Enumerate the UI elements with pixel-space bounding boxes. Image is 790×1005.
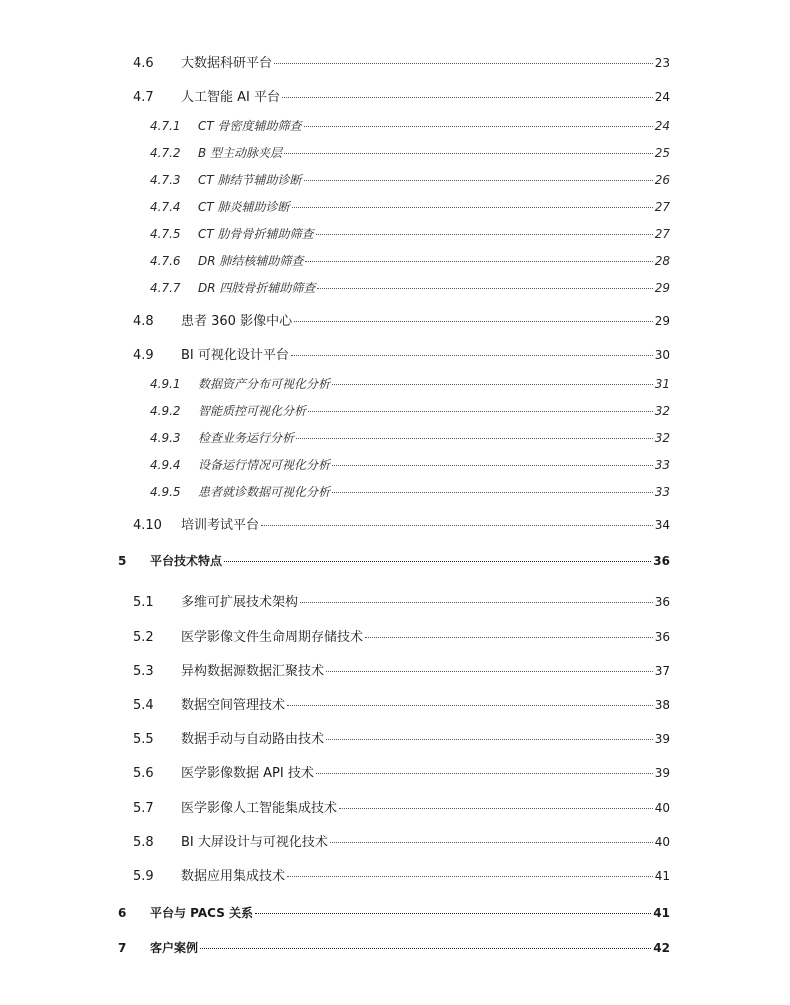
toc-entry-4-7-2[interactable] (150, 144, 670, 161)
toc-page: 24 (654, 90, 670, 104)
toc-page: 27 (654, 227, 670, 241)
toc-number: 7 (118, 941, 127, 955)
toc-number: 4.9.5 (150, 485, 181, 499)
dot-leader (255, 913, 651, 914)
dot-leader (284, 153, 653, 154)
toc-entry-4-9-3[interactable] (150, 429, 670, 446)
toc-title: CT 肺结节辅助诊断 (198, 173, 302, 187)
toc-title: 医学影像人工智能集成技术 (181, 801, 338, 816)
toc-number: 4.7.7 (150, 281, 181, 295)
dot-leader (287, 876, 653, 877)
toc-number: 5.1 (133, 595, 154, 610)
toc-page: 39 (654, 732, 670, 746)
dot-leader (339, 808, 653, 809)
toc-title: 设备运行情况可视化分析 (198, 458, 331, 472)
toc-number: 5.5 (133, 732, 154, 747)
dot-leader (200, 948, 651, 949)
toc-page: 31 (654, 377, 670, 391)
toc-page: 24 (654, 119, 670, 133)
toc-entry-4-6[interactable] (133, 52, 670, 71)
toc-page: 29 (654, 314, 670, 328)
dot-leader (330, 842, 653, 843)
toc-page: 30 (654, 348, 670, 362)
toc-entry-4-10[interactable] (133, 514, 670, 533)
toc-number: 4.9.2 (150, 404, 181, 418)
toc-entry-4-9-4[interactable] (150, 456, 670, 473)
toc-title: BI 大屏设计与可视化技术 (181, 835, 328, 850)
toc-page: 32 (654, 431, 670, 445)
dot-leader (287, 705, 653, 706)
toc-title: DR 四肢骨折辅助筛查 (198, 281, 316, 295)
toc-page: 28 (654, 254, 670, 268)
toc-entry-4-7[interactable] (133, 86, 670, 105)
dot-leader (294, 321, 653, 322)
toc-page: 41 (653, 906, 670, 920)
dot-leader (261, 525, 653, 526)
toc-title: 医学影像文件生命周期存储技术 (181, 630, 364, 645)
toc-page: 36 (653, 554, 670, 568)
toc-number: 4.7.4 (150, 200, 181, 214)
toc-number: 5.6 (133, 766, 154, 781)
toc-entry-6[interactable] (118, 904, 670, 921)
dot-leader (332, 492, 653, 493)
dot-leader (326, 739, 653, 740)
toc-number: 6 (118, 906, 127, 920)
toc-page: 29 (654, 281, 670, 295)
toc-title: 人工智能 AI 平台 (181, 90, 280, 105)
dot-leader (316, 773, 653, 774)
toc-number: 4.7 (133, 90, 154, 105)
toc-page: 34 (654, 518, 670, 532)
toc-entry-4-9-2[interactable] (150, 402, 670, 419)
toc-title: DR 肺结核辅助筛查 (198, 254, 304, 268)
toc-entry-4-9[interactable] (133, 344, 670, 363)
dot-leader (332, 384, 653, 385)
toc-page: 38 (654, 698, 670, 712)
toc-title: 异构数据源数据汇聚技术 (181, 664, 325, 679)
toc-entry-4-8[interactable] (133, 310, 670, 329)
toc-page: 36 (654, 595, 670, 609)
toc-title: 平台技术特点 (150, 554, 223, 568)
dot-leader (365, 637, 653, 638)
toc-number: 5.2 (133, 630, 154, 645)
toc-entry-5-7[interactable] (133, 797, 670, 816)
toc-title: 医学影像数据 API 技术 (181, 766, 314, 781)
toc-page: 23 (654, 56, 670, 70)
toc-entry-4-7-6[interactable] (150, 252, 670, 269)
toc-entry-4-7-1[interactable] (150, 117, 670, 134)
toc-title: CT 肋骨骨折辅助筛查 (198, 227, 314, 241)
toc-entry-5-6[interactable] (133, 762, 670, 781)
toc-title: BI 可视化设计平台 (181, 348, 289, 363)
toc-page: 40 (654, 835, 670, 849)
toc-page: 33 (654, 485, 670, 499)
toc-title: 数据资产分布可视化分析 (198, 377, 331, 391)
toc-number: 4.9.4 (150, 458, 181, 472)
toc-title: 患者 360 影像中心 (181, 314, 293, 329)
toc-entry-4-7-3[interactable] (150, 171, 670, 188)
toc-entry-5-8[interactable] (133, 831, 670, 850)
toc-number: 4.6 (133, 56, 154, 71)
dot-leader (305, 261, 652, 262)
dot-leader (332, 465, 653, 466)
toc-number: 4.7.2 (150, 146, 181, 160)
toc-number: 4.8 (133, 314, 154, 329)
dot-leader (296, 438, 653, 439)
toc-entry-5[interactable] (118, 552, 670, 569)
dot-leader (304, 126, 653, 127)
toc-entry-5-3[interactable] (133, 660, 670, 679)
toc-page: 26 (654, 173, 670, 187)
dot-leader (317, 288, 652, 289)
toc-page: 41 (654, 869, 670, 883)
toc-entry-5-9[interactable] (133, 865, 670, 884)
toc-title: 平台与 PACS 关系 (150, 906, 254, 920)
dot-leader (304, 180, 653, 181)
toc-entry-4-9-1[interactable] (150, 375, 670, 392)
dot-leader (300, 602, 653, 603)
toc-title: CT 肺炎辅助诊断 (198, 200, 290, 214)
toc-page: 40 (654, 801, 670, 815)
toc-number: 5.7 (133, 801, 154, 816)
toc-title: B 型主动脉夹层 (198, 146, 283, 160)
toc-entry-4-7-5[interactable] (150, 225, 670, 242)
toc-number: 4.7.1 (150, 119, 181, 133)
toc-title: 培训考试平台 (181, 518, 260, 533)
toc-page: 37 (654, 664, 670, 678)
toc-entry-4-9-5[interactable] (150, 483, 670, 500)
toc-page: 25 (654, 146, 670, 160)
toc-entry-5-5[interactable] (133, 728, 670, 747)
toc-title: 患者就诊数据可视化分析 (198, 485, 331, 499)
dot-leader (224, 561, 651, 562)
toc-title: CT 骨密度辅助筛查 (198, 119, 302, 133)
toc-number: 4.9.1 (150, 377, 181, 391)
dot-leader (292, 207, 653, 208)
toc-title: 数据手动与自动路由技术 (181, 732, 325, 747)
toc-entry-4-7-7[interactable] (150, 279, 670, 296)
toc-entry-5-2[interactable] (133, 626, 670, 645)
toc-title: 检查业务运行分析 (198, 431, 295, 445)
toc-page: 27 (654, 200, 670, 214)
toc-number: 5.8 (133, 835, 154, 850)
toc-title: 智能质控可视化分析 (198, 404, 307, 418)
toc-title: 客户案例 (150, 941, 199, 955)
toc-page: 32 (654, 404, 670, 418)
toc-entry-7[interactable] (118, 939, 670, 956)
dot-leader (274, 63, 653, 64)
toc-number: 4.7.3 (150, 173, 181, 187)
toc-entry-5-1[interactable] (133, 591, 670, 610)
toc-number: 5 (118, 554, 127, 568)
toc-number: 4.10 (133, 518, 162, 533)
dot-leader (316, 234, 653, 235)
toc-entry-5-4[interactable] (133, 694, 670, 713)
toc-page: 33 (654, 458, 670, 472)
dot-leader (308, 411, 653, 412)
toc-page: 42 (653, 941, 670, 955)
dot-leader (326, 671, 653, 672)
toc-number: 5.3 (133, 664, 154, 679)
dot-leader (291, 355, 653, 356)
toc-page: 39 (654, 766, 670, 780)
toc-title: 大数据科研平台 (181, 56, 273, 71)
toc-title: 数据空间管理技术 (181, 698, 286, 713)
toc-number: 5.4 (133, 698, 154, 713)
toc-number: 4.7.5 (150, 227, 181, 241)
toc-title: 多维可扩展技术架构 (181, 595, 299, 610)
toc-number: 4.9 (133, 348, 154, 363)
toc-number: 5.9 (133, 869, 154, 884)
toc-number: 4.7.6 (150, 254, 181, 268)
toc-title: 数据应用集成技术 (181, 869, 286, 884)
toc-page: 36 (654, 630, 670, 644)
toc-number: 4.9.3 (150, 431, 181, 445)
toc-entry-4-7-4[interactable] (150, 198, 670, 215)
dot-leader (282, 97, 653, 98)
